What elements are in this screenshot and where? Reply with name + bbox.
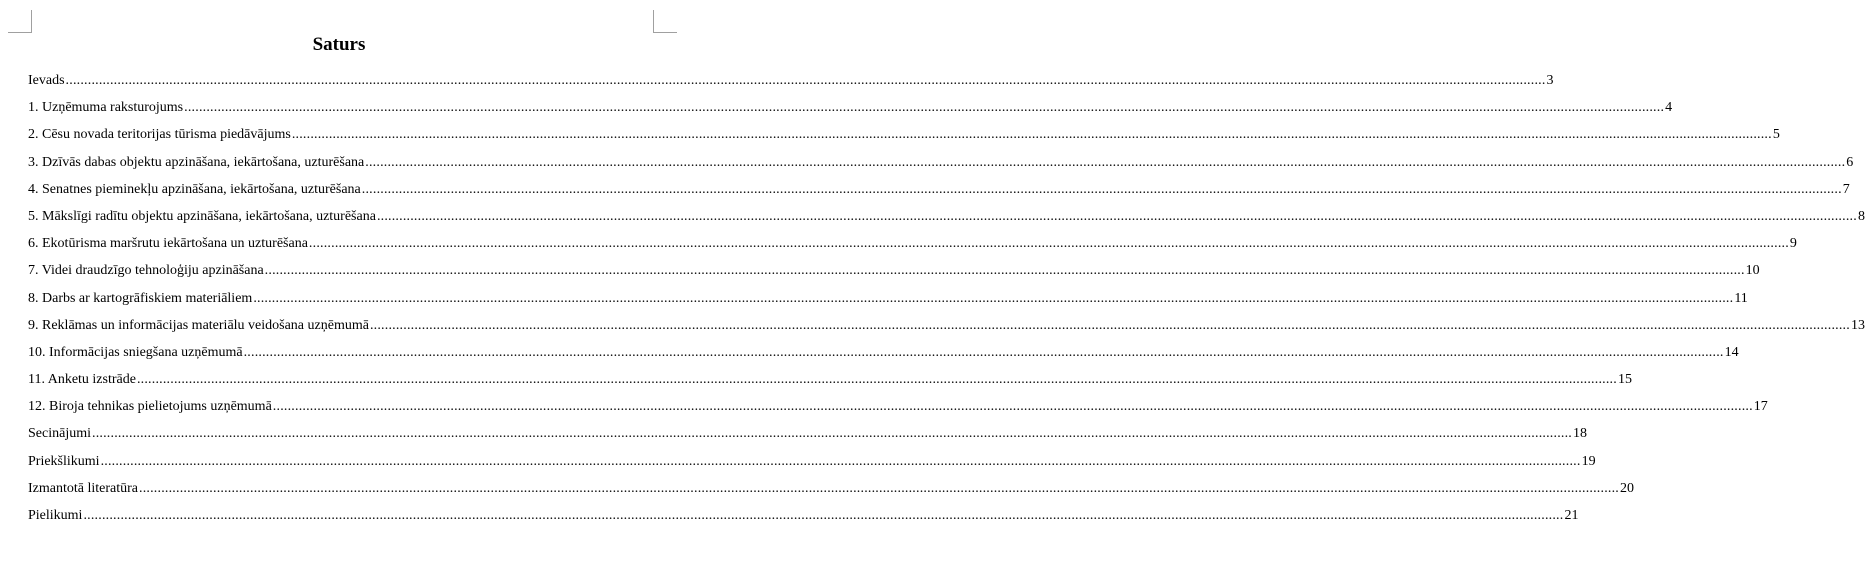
toc-entry[interactable] bbox=[28, 149, 1854, 176]
dot-leader: ................................................................................................................................................................................................................................................................................................................................................................................................................ bbox=[253, 290, 1734, 306]
dot-leader: ................................................................................................................................................................................................................................................................................................................................................................................................................ bbox=[83, 508, 1564, 523]
toc-entry[interactable] bbox=[28, 393, 1768, 420]
toc-entry[interactable] bbox=[28, 420, 1587, 447]
table-of-contents bbox=[28, 67, 1865, 529]
toc-entry[interactable] bbox=[28, 475, 1634, 502]
toc-entry-label: 10. Informācijas sniegšana uzņēmumā bbox=[28, 344, 243, 360]
toc-entry-label: Izmantotā literatūra bbox=[28, 480, 138, 496]
toc-entry[interactable] bbox=[28, 176, 1850, 203]
toc-entry-page-number: 17 bbox=[1753, 399, 1768, 415]
toc-entry-page-number: 20 bbox=[1620, 480, 1634, 496]
dot-leader: ................................................................................................................................................................................................................................................................................................................................................................................................................ bbox=[92, 426, 1572, 442]
toc-entry-page-number: 19 bbox=[1581, 453, 1596, 469]
toc-entry-label: 1. Uzņēmuma raksturojums bbox=[28, 100, 184, 116]
toc-entry-page-number: 14 bbox=[1724, 344, 1739, 360]
toc-entry-page-number: 4 bbox=[1665, 100, 1673, 116]
toc-entry[interactable] bbox=[28, 203, 1865, 230]
toc-entry-label: 8. Darbs ar kartogrāfiskiem materiāliem bbox=[28, 290, 253, 306]
toc-entry-page-number: 13 bbox=[1850, 317, 1865, 333]
crop-mark-top-left bbox=[8, 10, 32, 33]
dot-leader: ................................................................................................................................................................................................................................................................................................................................................................................................................ bbox=[136, 372, 1617, 388]
toc-entry[interactable] bbox=[28, 67, 1554, 94]
toc-entry-page-number: 8 bbox=[1857, 208, 1865, 224]
toc-entry-page-number: 3 bbox=[1546, 73, 1554, 88]
dot-leader: ................................................................................................................................................................................................................................................................................................................................................................................................................ bbox=[308, 236, 1789, 252]
toc-entry-page-number: 18 bbox=[1573, 426, 1587, 442]
toc-entry[interactable] bbox=[28, 312, 1865, 339]
toc-entry[interactable] bbox=[28, 366, 1632, 393]
toc-entry-label: 11. Anketu izstrāde bbox=[28, 372, 136, 388]
dot-leader: ................................................................................................................................................................................................................................................................................................................................................................................................................ bbox=[264, 263, 1745, 279]
toc-entry[interactable] bbox=[28, 94, 1673, 121]
dot-leader: ................................................................................................................................................................................................................................................................................................................................................................................................................ bbox=[376, 208, 1857, 224]
dot-leader: ................................................................................................................................................................................................................................................................................................................................................................................................................ bbox=[361, 181, 1842, 197]
toc-entry-page-number: 11 bbox=[1734, 290, 1748, 306]
dot-leader: ................................................................................................................................................................................................................................................................................................................................................................................................................ bbox=[272, 399, 1753, 415]
toc-entry-label: 5. Mākslīgi radītu objektu apzināšana, iekārtošana, uzturēšana bbox=[28, 208, 376, 224]
toc-entry-label: 2. Cēsu novada teritorijas tūrisma piedāvājums bbox=[28, 127, 291, 143]
toc-entry-label: 9. Reklāmas un informācijas materiālu veidošana uzņēmumā bbox=[28, 317, 369, 333]
toc-entry-page-number: 6 bbox=[1846, 154, 1854, 170]
toc-entry[interactable] bbox=[28, 339, 1739, 366]
toc-entry-page-number: 15 bbox=[1617, 372, 1632, 388]
toc-entry-page-number: 5 bbox=[1772, 127, 1780, 143]
toc-entry[interactable] bbox=[28, 285, 1748, 312]
toc-entry[interactable] bbox=[28, 121, 1780, 148]
dot-leader: ................................................................................................................................................................................................................................................................................................................................................................................................................ bbox=[291, 127, 1772, 143]
toc-title: Saturs bbox=[312, 34, 366, 55]
toc-entry-page-number: 9 bbox=[1789, 236, 1797, 252]
toc-entry[interactable] bbox=[28, 448, 1596, 475]
dot-leader: ................................................................................................................................................................................................................................................................................................................................................................................................................ bbox=[369, 317, 1850, 333]
dot-leader: ................................................................................................................................................................................................................................................................................................................................................................................................................ bbox=[139, 480, 1619, 496]
toc-entry-page-number: 7 bbox=[1842, 181, 1850, 197]
toc-entry-label: 12. Biroja tehnikas pielietojums uzņēmumā bbox=[28, 399, 272, 415]
toc-entry-label: 6. Ekotūrisma maršrutu iekārtošana un uzturēšana bbox=[28, 236, 308, 252]
dot-leader: ................................................................................................................................................................................................................................................................................................................................................................................................................ bbox=[100, 453, 1581, 469]
dot-leader: ................................................................................................................................................................................................................................................................................................................................................................................................................ bbox=[243, 344, 1724, 360]
toc-entry-label: Secinājumi bbox=[28, 426, 91, 442]
toc-entry-label: Ievads bbox=[28, 73, 65, 88]
crop-mark-top-right bbox=[653, 10, 677, 33]
toc-entry[interactable] bbox=[28, 230, 1797, 257]
toc-entry-label: Pielikumi bbox=[28, 508, 83, 523]
toc-entry[interactable] bbox=[28, 257, 1760, 284]
dot-leader: ................................................................................................................................................................................................................................................................................................................................................................................................................ bbox=[184, 100, 1665, 116]
dot-leader: ................................................................................................................................................................................................................................................................................................................................................................................................................ bbox=[65, 73, 1546, 88]
toc-entry-label: Priekšlikumi bbox=[28, 453, 100, 469]
toc-entry-label: 4. Senatnes pieminekļu apzināšana, iekārtošana, uzturēšana bbox=[28, 181, 361, 197]
toc-entry-page-number: 21 bbox=[1564, 508, 1579, 523]
toc-entry-page-number: 10 bbox=[1745, 263, 1760, 279]
toc-entry-label: 3. Dzīvās dabas objektu apzināšana, iekārtošana, uzturēšana bbox=[28, 154, 365, 170]
toc-entry[interactable] bbox=[28, 502, 1579, 529]
dot-leader: ................................................................................................................................................................................................................................................................................................................................................................................................................ bbox=[365, 154, 1846, 170]
toc-entry-label: 7. Videi draudzīgo tehnoloģiju apzināšana bbox=[28, 263, 264, 279]
